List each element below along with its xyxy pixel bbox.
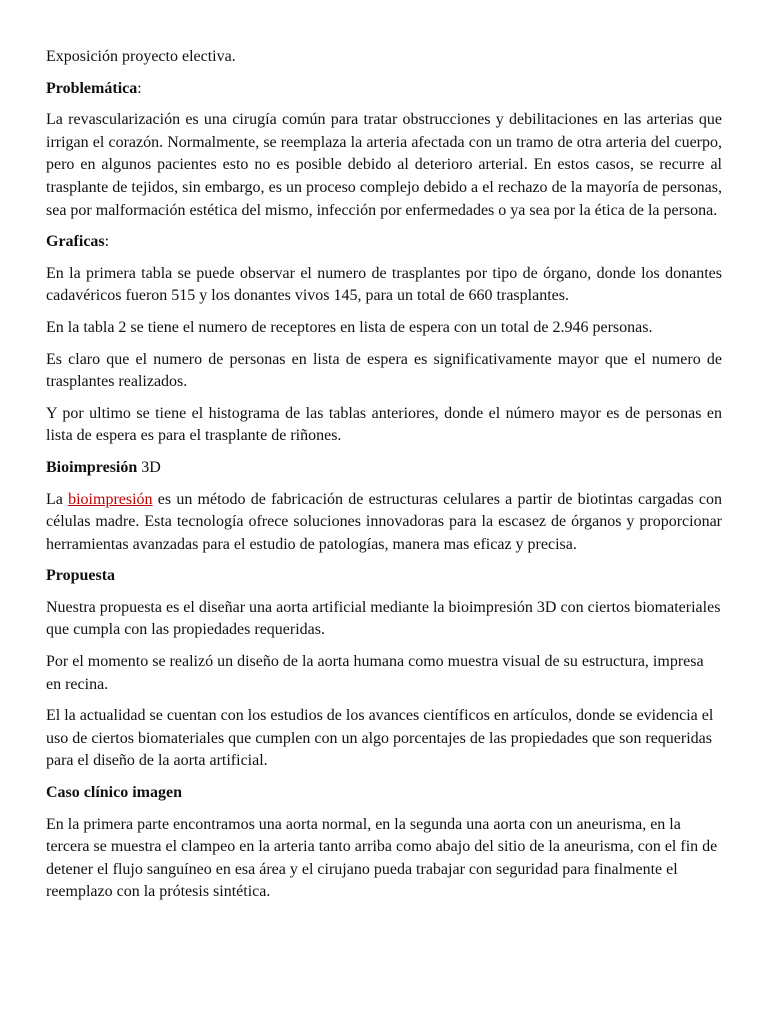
paragraph-rest: es un método de fabricación de estructuras celulares a partir de biotintas cargadas con células madre. Esta tecnología ofrece soluciones innovadoras para la escasez de órganos y proporcionar herramientas avanzadas para el estudio de patologías, manera mas eficaz y precisa. [46, 490, 723, 553]
heading-text: Graficas [46, 233, 105, 251]
heading-colon: : [104, 233, 110, 251]
heading-text: Problemática [46, 79, 138, 97]
paragraph-propuesta-3: El la actualidad se cuentan con los estudios de los avances científicos en artículos, donde se evidencia el uso de ciertos biomateriales que cumplen con un algo porcentajes de las propiedades que son requeridas para el diseño de la aorta artificial. [46, 707, 714, 770]
paragraph-graficas-2: En la tabla 2 se tiene el numero de receptores en lista de espera con un total de 2.946 personas. [46, 318, 653, 336]
section-heading-caso-clinico [46, 782, 722, 805]
paragraph-prefix: La [46, 490, 69, 508]
bioimpresion-link[interactable]: bioimpresión [68, 490, 153, 508]
document-intro: Exposición proyecto electiva. [46, 48, 236, 65]
paragraph-graficas-1: En la primera tabla se puede observar el numero de trasplantes por tipo de órgano, donde los donantes cadavéricos fueron 515 y los donantes vivos 145, para un total de 660 trasplantes. [46, 264, 722, 305]
section-heading-graficas [46, 231, 722, 254]
paragraph-propuesta-1: Nuestra propuesta es el diseñar una aorta artificial mediante la bioimpresión 3D con ciertos biomateriales que cumpla con las propiedades requeridas. [46, 598, 721, 639]
heading-colon: : [137, 79, 142, 97]
document-page [46, 46, 722, 913]
paragraph-caso-clinico: En la primera parte encontramos una aorta normal, en la segunda una aorta con un aneurisma, en la tercera se muestra el clampeo en la arteria tanto arriba como abajo del sitio de la aneurisma, con el fin de detener el flujo sanguíneo en esa área y el cirujano pueda trabajar con seguridad para finalmente el reemplazo con la prótesis sintética. [46, 815, 718, 901]
section-heading-propuesta [46, 565, 722, 588]
heading-suffix: 3D [137, 458, 161, 476]
paragraph-propuesta-2: Por el momento se realizó un diseño de la aorta humana como muestra visual de su estructura, impresa en recina. [46, 653, 704, 693]
paragraph-bioimpresion [46, 489, 722, 557]
heading-text: Propuesta [46, 567, 116, 585]
paragraph-graficas-4: Y por ultimo se tiene el histograma de las tablas anteriores, donde el número mayor es de personas en lista de espera es para el trasplante de riñones. [46, 404, 722, 445]
section-heading-problematica [46, 78, 722, 101]
section-heading-bioimpresion [46, 457, 722, 480]
heading-text: Caso clínico imagen [46, 784, 182, 802]
paragraph-graficas-3: Es claro que el numero de personas en lista de espera es significativamente mayor que el numero de trasplantes realizados. [46, 350, 722, 391]
heading-text: Bioimpresión [46, 458, 138, 476]
paragraph-problematica: La revascularización es una cirugía común para tratar obstrucciones y debilitaciones en las arterias que irrigan el corazón. Normalmente, se reemplaza la arteria afectada con un tramo de otra arteria del cuerpo, pero en algunos pacientes esto no es posible debido al deterioro arterial. En estos casos, se recurre al trasplante de tejidos, sin embargo, es un proceso complejo debido a el rechazo de la mayoría de personas, sea por malformación estética del mismo, infección por enfermedades o ya sea por la ética de la persona. [46, 111, 722, 219]
